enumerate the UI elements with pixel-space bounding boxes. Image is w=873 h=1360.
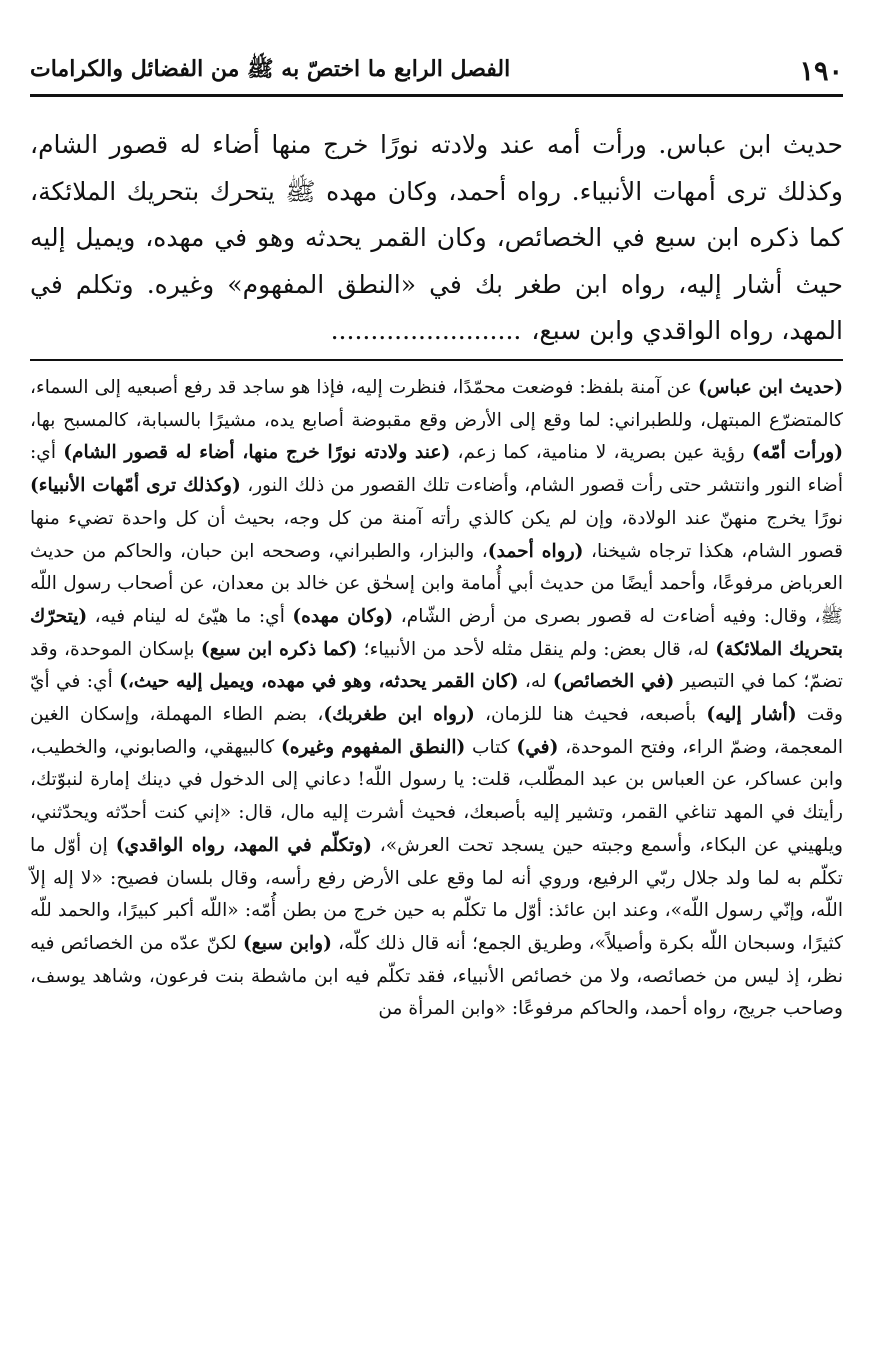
commentary-text: نورًا يخرج منهنّ عند الولادة، وإن لم يكن كالذي رأته آمنة من كل وجه، بحيث أن كل واحدة تضيء منها قصور الشام، هكذا ترجاه شيخنا، [30, 507, 843, 562]
commentary-text: أي: في أيّ وقت [30, 671, 843, 726]
commentary-text: بأصبعه، فحيث هنا للزمان، [474, 704, 707, 726]
quoted-phrase: (وتكلّم في المهد، رواه الواقدي) [115, 834, 372, 856]
commentary-text: بإسكان الموحدة، وقد تضمّ؛ كما في التبصير [30, 638, 843, 693]
quoted-phrase: (كما ذكره ابن سبع) [200, 638, 358, 660]
commentary-text: ، بضم الطاء المهملة، وإسكان الغين المعجمة، وضمّ الراء، وفتح الموحدة، [30, 704, 843, 758]
section-separator [30, 359, 843, 361]
commentary-text: ، والبزار، والطبراني، وصححه ابن حبان، والحاكم من حديث العرباض مرفوعًا، وأحمد أيضًا من حديث أبي أُمامة وابن إسحٰق عن خالد بن معدان، عن أصحاب رسول اللّه ﷺ، وقال: وفيه أضاءت له قصور بصرى من أرض الشّام، [30, 540, 843, 627]
commentary-text: له، قال بعض: ولم ينقل مثله لأحد من الأنبياء؛ [357, 638, 716, 660]
quoted-phrase: (كان القمر يحدثه، وهو في مهده، ويميل إليه حيث،) [119, 671, 519, 693]
quoted-phrase: (في الخصائص) [552, 671, 675, 693]
commentary-text: كالبيهقي، والصابوني، والخطيب، وابن عساكر، عن العباس بن عبد المطّلب، قلت: يا رسول اللّه! دعاني إلى الدخول في دينك إمارة لنبوّتك، رأيتك في المهد تناغي القمر، وتشير إليه بأصبعك، فحيث أشرت إليه مال، قال: «إني كنت أحدّثه ويحدّثني، ويلهيني عن البكاء، وأسمع وجبته حين يسجد تحت العرش»، [30, 736, 843, 856]
quoted-phrase: (رواه أحمد) [487, 540, 584, 562]
quoted-phrase: (يتحرّك بتحريك الملائكة) [30, 605, 844, 660]
main-text-paragraph [30, 122, 843, 355]
quoted-phrase: (وابن سبع) [243, 932, 332, 954]
commentary-text: رؤية عين بصرية، لا منامية، كما زعم، [450, 442, 752, 464]
commentary-text: إن أوّل ما تكلّم به لما ولد جلال ربّي الرفيع، وروي أنه لما وقع على الأرض رفع رأسه، وقال بلسان فصيح: «لا إله إلاّ اللّه، وإنّي رسول اللّه»، وعند ابن عائذ: أوّل ما تكلّم به حين خرج من بطن أُمّه: «اللّه أكبر كبيرًا، والحمد للّه كثيرًا، وسبحان اللّه بكرة وأصيلاً»، وطريق الجمع؛ أنه قال ذلك كلّه، [30, 834, 843, 954]
continuation-dots: ........................ [330, 316, 522, 345]
page-number: ١٩٠ [799, 55, 843, 87]
commentary-text: كتاب [465, 736, 517, 758]
quoted-phrase: (حديث ابن عباس) [698, 377, 844, 398]
quoted-phrase: (وكذلك ترى أمّهات الأنبياء) [30, 475, 241, 497]
quoted-phrase: (في) [516, 736, 559, 758]
commentary-text: أي: ما هيّئ له لينام فيه، [87, 605, 293, 627]
commentary-text: لكنّ عدّه من الخصائص فيه نظر، إذ ليس من خصائصه، ولا من خصائص الأنبياء، فقد تكلّم فيه ابن ماشطة بنت فرعون، وشاهد يوسف، وصاحب جريج، رواه أحمد، والحاكم مرفوعًا: «وابن المرأة من [30, 932, 843, 1020]
commentary-text: له، [518, 671, 553, 693]
commentary-text: عن آمنة بلفظ: فوضعت محمّدًا، فنظرت إليه، فإذا هو ساجد قد رفع أصبعيه إلى السماء، كالمتضرّع المبتهل، وللطبراني: لما وقع إلى الأرض وقع مقبوضة أصابع يده، مشيرًا بالسبابة، كالمسبح بها، [30, 377, 843, 431]
quoted-phrase: (أشار إليه) [706, 704, 797, 726]
page-header [30, 48, 843, 97]
main-text-body: حديث ابن عباس. ورأت أمه عند ولادته نورًا خرج منها أضاء له قصور الشام، وكذلك ترى أمهات الأنبياء. رواه أحمد، وكان مهده ﷺ يتحرك بتحريك الملائكة، كما ذكره ابن سبع في الخصائص، وكان القمر يحدثه وهو في مهده، ويميل إليه حيث أشار إليه، رواه ابن طغر بك في «النطق المفهوم» وغيره. وتكلم في المهد، رواه الواقدي وابن سبع، [30, 130, 843, 345]
quoted-phrase: (النطق المفهوم وغيره) [281, 736, 466, 758]
commentary [30, 372, 843, 1026]
running-title: الفصل الرابع ما اختصّ به ﷺ من الفضائل والكرامات [30, 56, 511, 82]
quoted-phrase: (ورأت أمّه) [751, 442, 843, 464]
commentary-paragraph [30, 372, 843, 1026]
commentary-text: أي: أضاء النور وانتشر حتى رأت قصور الشام، وأضاءت تلك القصور من ذلك النور، [30, 442, 844, 497]
main-text [30, 122, 843, 355]
quoted-phrase: (رواه ابن طغربك) [323, 704, 475, 726]
quoted-phrase: (عند ولادته نورًا خرج منها، أضاء له قصور الشام) [63, 442, 451, 464]
quoted-phrase: (وكان مهده) [292, 605, 394, 627]
